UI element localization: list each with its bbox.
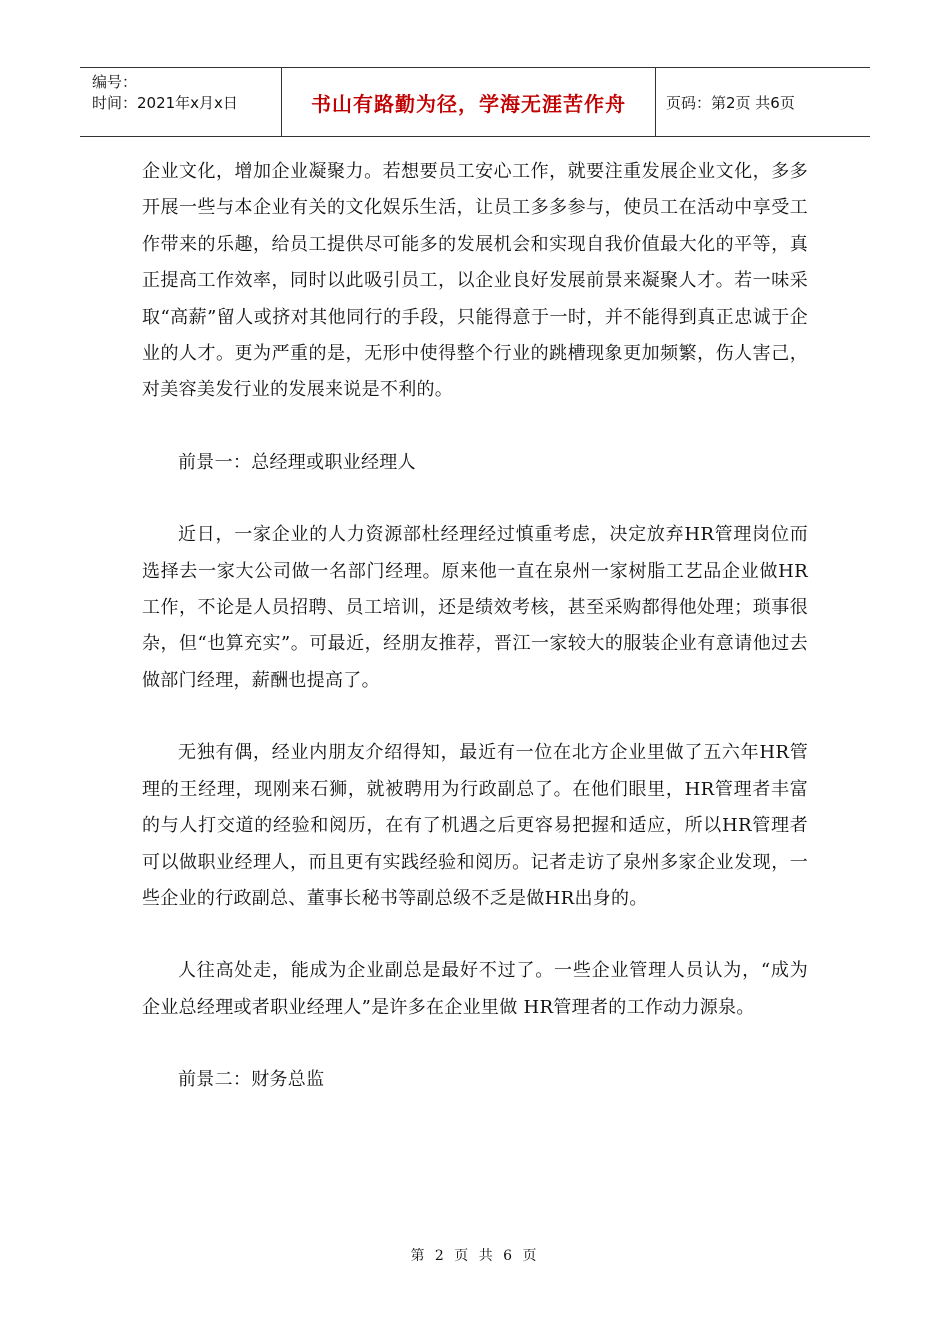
body-paragraph: 无独有偶，经业内朋友介绍得知，最近有一位在北方企业里做了五六年HR管理的王经理，现刚来石狮，就被聘用为行政副总了。在他们眼里，HR管理者丰富的与人打交道的经验和阅历，在有了机遇之后更容易把握和适应，所以HR管理者可以做职业经理人，而且更有实践经验和阅历。记者走访了泉州多家企业发现，一些企业的行政副总、董事长秘书等副总级不乏是做HR出身的。 (142, 742, 808, 909)
body-paragraph: 企业文化，增加企业凝聚力。若想要员工安心工作，就要注重发展企业文化，多多开展一些与本企业有关的文化娱乐生活，让员工多多参与，使员工在活动中享受工作带来的乐趣，给员工提供尽可能多的发展机会和实现自我价值最大化的平等，真正提高工作效率，同时以此吸引员工，以企业良好发展前景来凝聚人才。若一味采取“高薪”留人或挤对其他同行的手段，只能得意于一时，并不能得到真正忠诚于企业的人才。更为严重的是，无形中使得整个行业的跳槽现象更加频繁，伤人害己，对美容美发行业的发展来说是不利的。 (142, 161, 808, 401)
page-footer: 第 2 页 共 6 页 (410, 1248, 540, 1264)
document-number-label: 编号： (92, 73, 138, 91)
body-paragraph: 人往高处走，能成为企业副总是最好不过了。一些企业管理人员认为，“成为企业总经理或者职业经理人”是许多在企业里做 HR管理者的工作动力源泉。 (142, 960, 808, 1018)
body-paragraph: 近日，一家企业的人力资源部杜经理经过慎重考虑，决定放弃HR管理岗位而选择去一家大公司做一名部门经理。原来他一直在泉州一家树脂工艺品企业做HR工作，不论是人员招聘、员工培训，还是绩效考核，甚至采购都得他处理；琐事很杂，但“也算充实”。可最近，经朋友推荐，晋江一家较大的服装企业有意请他过去做部门经理，薪酬也提高了。 (142, 524, 808, 691)
section-heading: 前景一：总经理或职业经理人 (178, 451, 416, 473)
section-heading: 前景二：财务总监 (178, 1069, 325, 1091)
header-motto: 书山有路勤为径，学海无涯苦作舟 (282, 68, 656, 136)
header-meta (80, 68, 282, 136)
document-body (142, 154, 808, 1099)
header-page-label: 页码：第2页 共6页 (666, 93, 795, 112)
page-header (80, 67, 870, 137)
document-time-label: 时间：2021年x月x日 (92, 94, 238, 112)
